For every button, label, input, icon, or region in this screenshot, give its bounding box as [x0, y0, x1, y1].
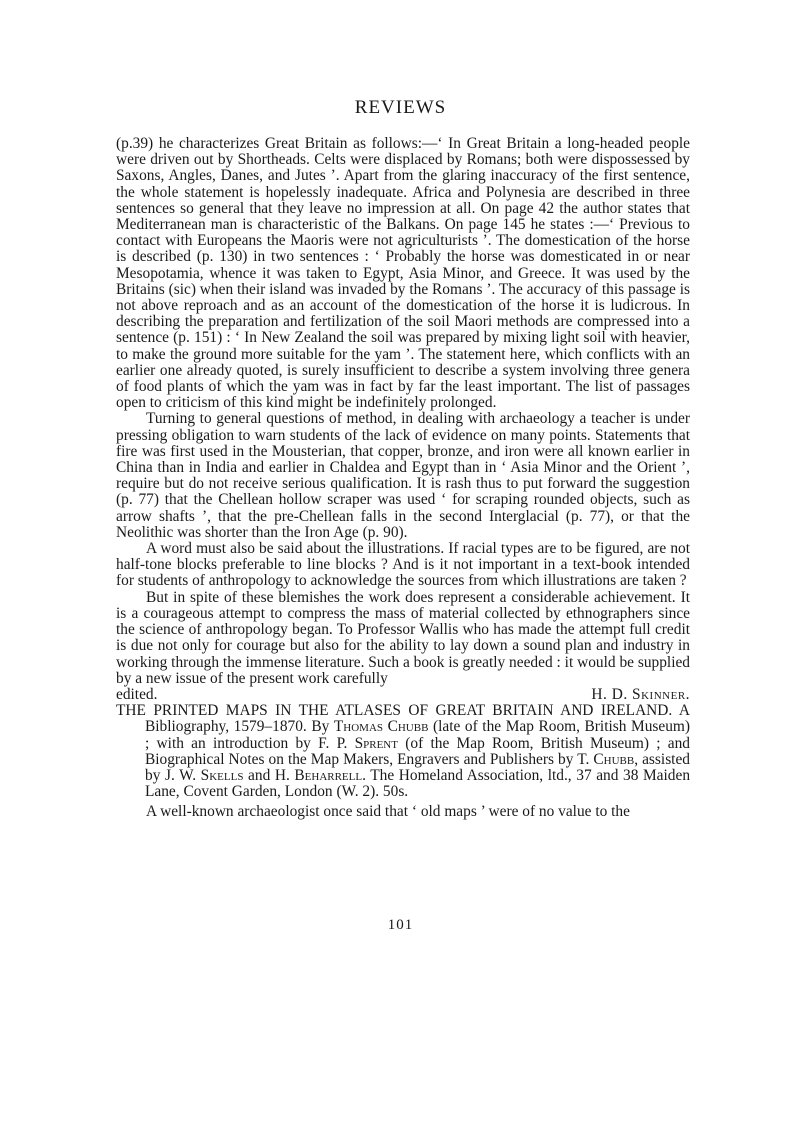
paragraph-4: But in spite of these blemishes the work does represent a considerable achievement. It is a courageous attempt to compress the mass of material collected by ethnographers since the science of anthropology began. To Professor Wallis who has made the attempt full credit is due not only for courage but also for the ability to lay down a sound plan and industry in working through the immense literature. Such a book is greatly needed : it would be supplied by a new issue of the present work carefully [116, 588, 690, 687]
paragraph-3: A word must also be said about the illustrations. If racial types are to be figured, are not half-tone blocks preferable to line blocks ? And is it not important in a text-book intended for students of anthropology to acknowledge the sources from which illustrations are taken ? [116, 540, 690, 590]
article-body [116, 136, 690, 821]
author-name: Beharrell [294, 766, 363, 784]
signature-line [116, 687, 690, 703]
author-name: Skells [200, 766, 244, 784]
last-line: edited. [116, 685, 158, 703]
author-name: Thomas Chubb [333, 718, 429, 736]
reviewer-signature: H. D. Skinner. [591, 685, 690, 703]
running-head: REVIEWS [354, 97, 447, 118]
book-title: THE PRINTED MAPS IN THE ATLASES OF GREAT BRITAIN AND IRELAND. [116, 702, 673, 720]
author-name: Sprent [354, 734, 398, 752]
page-number: 101 [387, 917, 414, 933]
review-heading: THE PRINTED MAPS IN THE ATLASES OF GREAT BRITAIN AND IRELAND. A Bibliography, 1579–1870. By Thomas Chubb (late of the Map Room, British Museum) ; with an introduction by F. P. Sprent (of the Map Room, British Museum) ; and Biographical Notes on the Map Makers, Engravers and Publishers by T. Chubb, assisted by J. W. Skells and H. Beharrell. The Homeland Association, ltd., 37 and 38 Maiden Lane, Covent Garden, London (W. 2). 50s. [116, 702, 691, 801]
paragraph-2: Turning to general questions of method, in dealing with archaeology a teacher is under pressing obligation to warn students of the lack of evidence on many points. Statements that fire was first used in the Mousterian, that copper, bronze, and iron were all known earlier in China than in India and earlier in Chaldea and Egypt than in ‘ Asia Minor and the Orient ’, require but do not receive serious qualification. It is rash thus to put forward the suggestion (p. 77) that the Chellean hollow scraper was used ‘ for scraping rounded objects, such as arrow shafts ’, that the pre-Chellean falls in the second Interglacial (p. 77), or that the Neolithic was shorter than the Iron Age (p. 90). [116, 410, 690, 541]
author-name: Chubb [593, 750, 635, 768]
paragraph-1: (p.39) he characterizes Great Britain as follows:—‘ In Great Britain a long-headed people were driven out by Shortheads. Celts were displaced by Romans; both were dispossessed by Saxons, Angles, Danes, and Jutes ’. Apart from the glaring inaccuracy of the first sentence, the whole statement is hopelessly inadequate. Africa and Polynesia are described in three sentences so general that they leave no impression at all. On page 42 the author states that Mediterranean man is characteristic of the Balkans. On page 145 he states :—‘ Previous to contact with Europeans the Maoris were not agriculturists ’. The domestication of the horse is described (p. 130) in two sentences : ‘ Probably the horse was domesticated in or near Mesopotamia, whence it was taken to Egypt, Asia Minor, and Greece. It was used by the Britains (sic) when their island was invaded by the Romans ’. The accuracy of this passage is not above reproach and as an account of the domestication of the horse it is ludicrous. In describing the preparation and fertilization of the soil Maori methods are compressed into a sentence (p. 151) : ‘ In New Zealand the soil was prepared by mixing light soil with heavier, to make the ground more suitable for the yam ’. The statement here, which conflicts with an earlier one already quoted, is surely insufficient to describe a system involving three genera of food plants of which the yam was in fact by far the least important. The list of passages open to criticism of this kind might be indefinitely prolonged. [116, 135, 690, 412]
final-paragraph: A well-known archaeologist once said that ‘ old maps ’ were of no value to the [146, 803, 630, 821]
